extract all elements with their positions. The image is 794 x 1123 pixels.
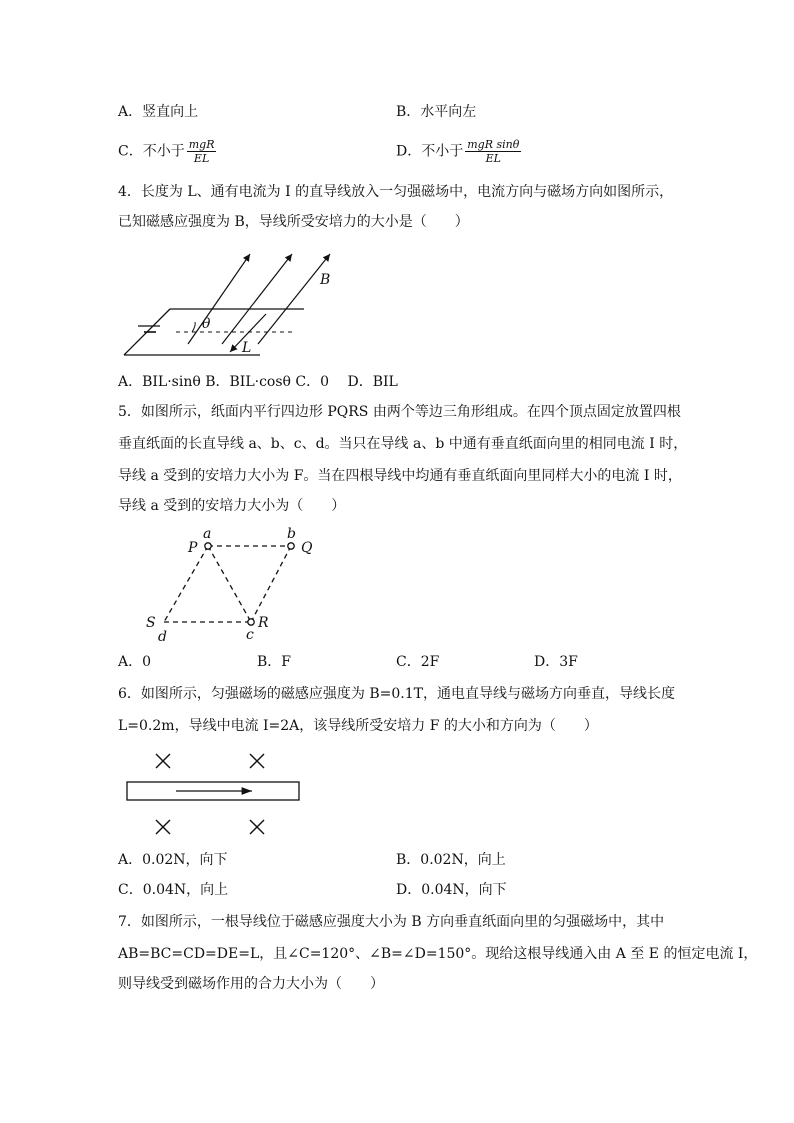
q7-stem-line3: 则导线受到磁场作用的合力大小为（ ）	[118, 976, 384, 992]
q5-option-c: C．2F	[396, 654, 440, 670]
field-line-2	[222, 254, 292, 344]
q5-stem-line3: 导线 a 受到的安培力大小为 F。当在四根导线中均通有垂直纸面向里同样大小的电流 I 时，	[118, 468, 682, 484]
q3-option-c-fraction	[187, 138, 217, 165]
label-q: Q	[301, 540, 313, 556]
angle-arc	[192, 322, 195, 332]
q6-option-c: C．0.04N，向上	[118, 882, 229, 898]
edge-qr	[251, 546, 291, 622]
label-c: c	[246, 627, 254, 643]
q5-option-a: A．0	[118, 654, 152, 670]
field-line-3	[258, 254, 330, 344]
q5-option-d: D．3F	[534, 654, 578, 670]
q3-option-d-fraction	[465, 138, 521, 165]
fraction-numerator: mgR	[188, 138, 215, 151]
q3-option-a: A．竖直向上	[118, 104, 199, 120]
q3-option-d	[396, 138, 521, 165]
q6-option-b: B．0.02N，向上	[396, 852, 506, 868]
label-b: B	[320, 272, 331, 288]
wire-a	[205, 543, 211, 549]
q4-options: A．BIL·sinθ B．BIL·cosθ C．0 D．BIL	[118, 374, 398, 390]
label-b: b	[287, 526, 296, 542]
edge-ps	[164, 546, 208, 622]
q6-option-d: D．0.04N，向下	[396, 882, 507, 898]
q5-stem-line4: 导线 a 受到的安培力大小为（ ）	[118, 498, 346, 514]
fraction-denominator: EL	[193, 152, 210, 165]
q5-stem-line2: 垂直纸面的长直导线 a、b、c、d。当只在导线 a、b 中通有垂直纸面向里的相同电流 I 时，	[118, 436, 688, 452]
q6-figure	[118, 748, 308, 840]
label-a: a	[203, 526, 212, 542]
q6-stem-line2: L=0.2m，导线中电流 I=2A，该导线所受安培力 F 的大小和方向为（ ）	[118, 718, 598, 734]
label-l: L	[242, 340, 252, 356]
edge-pr	[208, 546, 251, 622]
label-p: P	[188, 540, 198, 556]
q3-option-c	[118, 138, 216, 165]
q3-option-d-prefix: D．不小于	[396, 143, 464, 160]
q5-figure	[140, 526, 330, 646]
label-theta: θ	[202, 316, 211, 332]
fraction-numerator: mgR sinθ	[467, 138, 520, 151]
wire-b	[288, 543, 294, 549]
q7-stem-line1: 7．如图所示，一根导线位于磁感应强度大小为 B 方向垂直纸面向里的匀强磁场中，其中	[118, 914, 665, 930]
label-s: S	[146, 615, 156, 631]
label-d: d	[158, 629, 167, 645]
q7-stem-line2: AB=BC=CD=DE=L，且∠C=120°、∠B=∠D=150°。现给这根导线通入由 A 至 E 的恒定电流 I，	[118, 946, 758, 962]
q6-stem-line1: 6．如图所示，匀强磁场的磁感应强度为 B=0.1T，通电直导线与磁场方向垂直，导线长度	[118, 686, 675, 702]
field-line-1	[188, 254, 250, 344]
q3-option-c-prefix: C．不小于	[118, 143, 185, 160]
q4-figure	[118, 248, 331, 360]
q4-stem-line2: 已知磁感应强度为 B，导线所受安培力的大小是（ ）	[118, 214, 469, 230]
q6-option-a: A．0.02N，向下	[118, 852, 228, 868]
q5-option-b: B．F	[257, 654, 292, 670]
q3-option-b: B．水平向左	[396, 104, 477, 120]
wire-c	[248, 619, 254, 625]
q4-stem-line1: 4．长度为 L、通有电流为 I 的直导线放入一匀强磁场中，电流方向与磁场方向如图所示，	[118, 184, 674, 200]
fraction-denominator: EL	[485, 152, 501, 165]
q5-stem-line1: 5．如图所示，纸面内平行四边形 PQRS 由两个等边三角形组成。在四个顶点固定放置四根	[118, 404, 681, 420]
label-r: R	[258, 615, 269, 631]
